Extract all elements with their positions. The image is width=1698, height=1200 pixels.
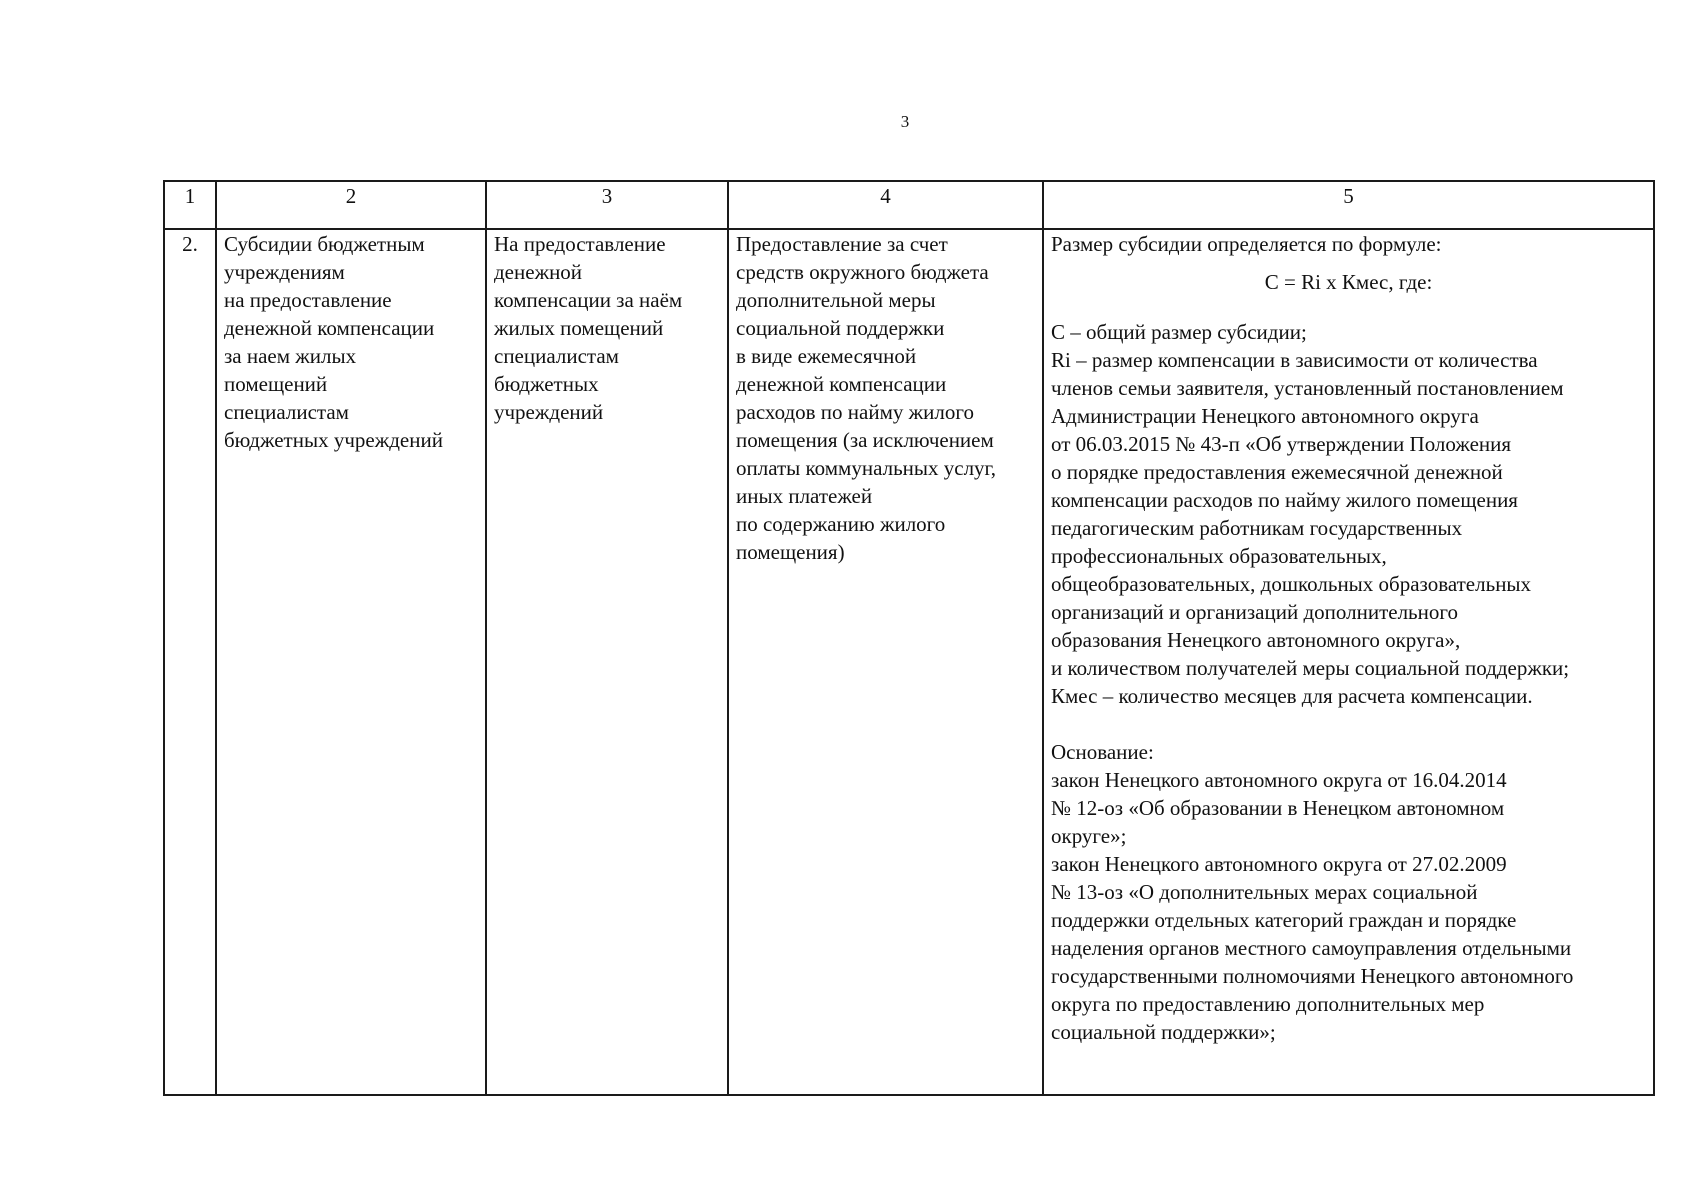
provision-line: помещения (за исключением	[736, 428, 994, 452]
definition-line: Кмес – количество месяцев для расчета компенсации.	[1051, 684, 1533, 708]
table-header-row	[164, 181, 1654, 229]
definition-line: профессиональных образовательных,	[1051, 544, 1387, 568]
provision-line: иных платежей	[736, 484, 873, 508]
subsidy-table	[163, 180, 1655, 1096]
basis-line: социальной поддержки»;	[1051, 1020, 1276, 1044]
purpose-line: денежной	[494, 260, 583, 284]
subsidy-name-cell	[216, 229, 486, 1095]
definition-line: организаций и организаций дополнительного	[1051, 600, 1458, 624]
subsidy-name-line: на предоставление	[224, 288, 392, 312]
header-col-2: 2	[216, 181, 486, 229]
definition-line: С – общий размер субсидии;	[1051, 320, 1307, 344]
header-col-5: 5	[1043, 181, 1654, 229]
calculation-cell	[1043, 229, 1654, 1095]
provision-line: в виде ежемесячной	[736, 344, 917, 368]
table-row	[164, 229, 1654, 1095]
basis-line: государственными полномочиями Ненецкого автономного	[1051, 964, 1574, 988]
definition-line: о порядке предоставления ежемесячной денежной	[1051, 460, 1503, 484]
subsidy-name-line: денежной компенсации	[224, 316, 435, 340]
provision-line: Предоставление за счет	[736, 232, 948, 256]
row-number: 2.	[164, 229, 216, 1095]
basis-line: наделения органов местного самоуправления отдельными	[1051, 936, 1572, 960]
subsidy-name-line: учреждениям	[224, 260, 345, 284]
definition-line: и количеством получателей меры социальной поддержки;	[1051, 656, 1570, 680]
definition-line: Администрации Ненецкого автономного округа	[1051, 404, 1479, 428]
basis-line: округе»;	[1051, 824, 1127, 848]
purpose-line: специалистам	[494, 344, 619, 368]
definition-line: Ri – размер компенсации в зависимости от количества	[1051, 348, 1538, 372]
provision-line: дополнительной меры	[736, 288, 936, 312]
provision-line: денежной компенсации	[736, 372, 947, 396]
definition-line: образования Ненецкого автономного округа»,	[1051, 628, 1461, 652]
subsidy-name-line: специалистам	[224, 400, 349, 424]
definition-line: общеобразовательных, дошкольных образовательных	[1051, 572, 1532, 596]
subsidy-name-line: Субсидии бюджетным	[224, 232, 425, 256]
basis-line: № 12-оз «Об образовании в Ненецком автономном	[1051, 796, 1505, 820]
provision-line: расходов по найму жилого	[736, 400, 974, 424]
subsidy-name-line: за наем жилых	[224, 344, 357, 368]
basis-line: поддержки отдельных категорий граждан и порядке	[1051, 908, 1517, 932]
purpose-line: жилых помещений	[494, 316, 664, 340]
purpose-line: учреждений	[494, 400, 604, 424]
purpose-line: бюджетных	[494, 372, 599, 396]
basis-line: округа по предоставлению дополнительных мер	[1051, 992, 1485, 1016]
basis-title: Основание:	[1051, 740, 1154, 764]
subsidy-name-line: помещений	[224, 372, 328, 396]
header-col-4: 4	[728, 181, 1043, 229]
definition-line: компенсации расходов по найму жилого помещения	[1051, 488, 1518, 512]
provision-line: по содержанию жилого	[736, 512, 946, 536]
purpose-cell	[486, 229, 728, 1095]
provision-line: социальной поддержки	[736, 316, 945, 340]
definition-line: членов семьи заявителя, установленный постановлением	[1051, 376, 1564, 400]
definition-line: от 06.03.2015 № 43-п «Об утверждении Положения	[1051, 432, 1512, 456]
provision-cell	[728, 229, 1043, 1095]
subsidy-name-line: бюджетных учреждений	[224, 428, 443, 452]
purpose-line: На предоставление	[494, 232, 666, 256]
provision-line: помещения)	[736, 540, 845, 564]
provision-line: оплаты коммунальных услуг,	[736, 456, 997, 480]
basis-line: закон Ненецкого автономного округа от 16.04.2014	[1051, 768, 1507, 792]
header-col-1: 1	[164, 181, 216, 229]
purpose-line: компенсации за наём	[494, 288, 683, 312]
page-number: 3	[900, 112, 910, 131]
formula: C = Ri x Кмес, где:	[1264, 270, 1433, 294]
header-col-3: 3	[486, 181, 728, 229]
basis-line: № 13-оз «О дополнительных мерах социальной	[1051, 880, 1478, 904]
provision-line: средств окружного бюджета	[736, 260, 989, 284]
formula-intro: Размер субсидии определяется по формуле:	[1051, 232, 1442, 256]
definition-line: педагогическим работникам государственных	[1051, 516, 1463, 540]
basis-line: закон Ненецкого автономного округа от 27.02.2009	[1051, 852, 1507, 876]
